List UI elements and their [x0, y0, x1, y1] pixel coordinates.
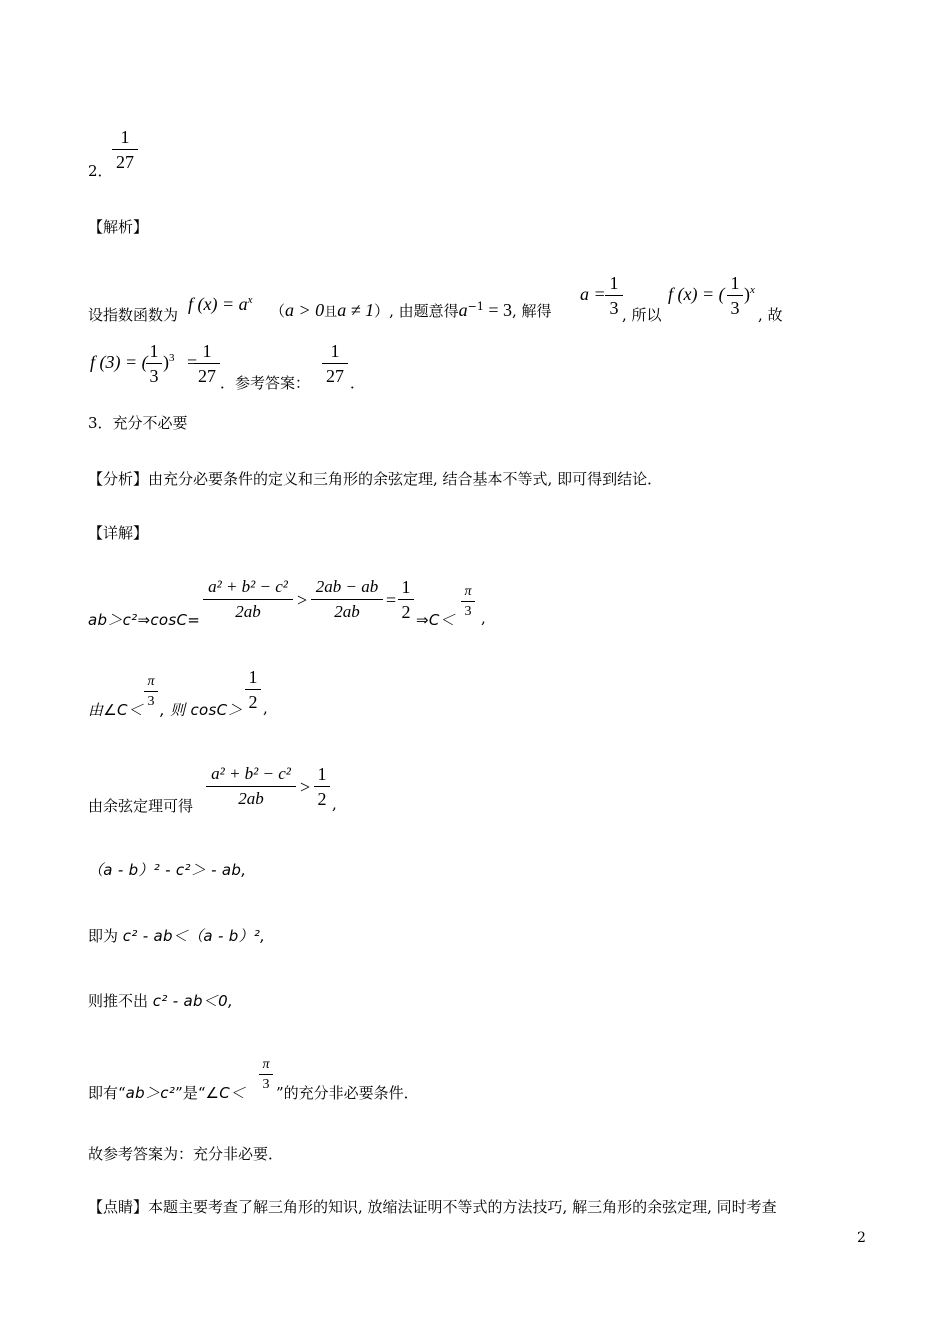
- q2-answer-fraction: [112, 126, 138, 173]
- q3-d2-pi-fraction: π 3: [144, 673, 158, 710]
- q3-d3-fraction: a² + b² − c² 2ab: [206, 763, 296, 810]
- q3-detail-heading: 【详解】: [88, 524, 149, 542]
- q3-d1-comma: ,: [481, 609, 486, 627]
- q2-therefore-text: , 故: [758, 306, 783, 324]
- q2-end-period: ．: [350, 374, 366, 392]
- q2-solution-line-1: 设指数函数为: [88, 306, 179, 324]
- q2-answer-denominator: 27: [116, 152, 134, 172]
- q3-d7: 即有“ab＞c²”是“∠C＜: [88, 1084, 246, 1102]
- q3-d1-eq: =: [386, 590, 397, 610]
- q3-d1-pi-fraction: π 3: [461, 583, 475, 620]
- q2-f3-expr: f (3) = (: [90, 352, 148, 372]
- q3-d1-implies: ⇒C＜: [416, 611, 455, 629]
- q2-function-result: f (x) = (: [668, 284, 725, 304]
- q3-d1-fraction-1: a² + b² − c² 2ab: [203, 576, 293, 623]
- q2-function-def: f $(x) = a^x$: [188, 294, 253, 314]
- q2-f3-result-fraction: 1 27: [194, 340, 220, 387]
- q3-analysis: 【分析】由充分必要条件的定义和三角形的余弦定理, 结合基本不等式, 即可得到结论．: [88, 470, 663, 488]
- q2-solution-heading: 【解析】: [88, 218, 149, 236]
- q2-number: 2．: [88, 162, 113, 180]
- q3-d1-gt: >: [297, 590, 308, 610]
- q3-d5: 即为 c² - ab＜（a - b）²,: [88, 927, 266, 945]
- page-number: 2: [857, 1230, 866, 1246]
- q3-d2-comma: ,: [263, 699, 268, 717]
- q3-d3-half-fraction: 1 2: [314, 763, 330, 810]
- q3-d7-pi-fraction: π 3: [259, 1056, 273, 1093]
- q2-a-value-fraction: 1 3: [605, 272, 623, 319]
- q2-f3-exponent: )$^3$ =: [163, 352, 198, 372]
- q3-conclusion: 故参考答案为：充分非必要．: [88, 1145, 284, 1163]
- q3-d2-half-fraction: 1 2: [245, 666, 261, 713]
- q2-function-exponent: )$^x$: [744, 284, 755, 304]
- q3-d1-prefix: ab＞c²⇒cosC=: [88, 611, 201, 629]
- q3-d6: 则推不出 c² - ab＜0,: [88, 992, 234, 1010]
- q3-d1-fraction-half: 1 2: [398, 576, 414, 623]
- q3-d3-prefix: 由余弦定理可得: [88, 797, 194, 815]
- q3-d2-mid: , 则 cosC＞: [160, 701, 243, 719]
- q3-d3-comma: ,: [332, 795, 337, 813]
- q2-a-value-label: a =: [580, 284, 606, 304]
- q3-d3-gt: >: [300, 777, 311, 797]
- q3-number-answer: 3．充分不必要: [88, 414, 188, 432]
- q2-condition: （a > 0且a ≠ 1）, 由题意得$a^{-1} = 3$, 解得: [270, 300, 552, 320]
- q3-d2-prefix: 由∠C＜: [88, 701, 144, 719]
- q2-answer-numerator: 1: [120, 127, 130, 147]
- q2-reference-answer-fraction: 1 27: [322, 340, 348, 387]
- q3-comment: 【点睛】本题主要考查了解三角形的知识, 放缩法证明不等式的方法技巧, 解三角形的余弦定理, 同时考查: [88, 1198, 777, 1216]
- q2-function-base-fraction: 1 3: [727, 272, 743, 319]
- q2-so-text: , 所以: [622, 306, 662, 324]
- q2-reference-answer-label: ．参考答案：: [220, 374, 311, 392]
- q3-d1-fraction-2: 2ab − ab 2ab: [311, 576, 383, 623]
- q3-d7-end: ”的充分非必要条件．: [276, 1084, 419, 1102]
- q3-d4: （a - b）² - c²＞ - ab,: [88, 861, 247, 879]
- q2-f3-base-fraction: 1 3: [146, 340, 162, 387]
